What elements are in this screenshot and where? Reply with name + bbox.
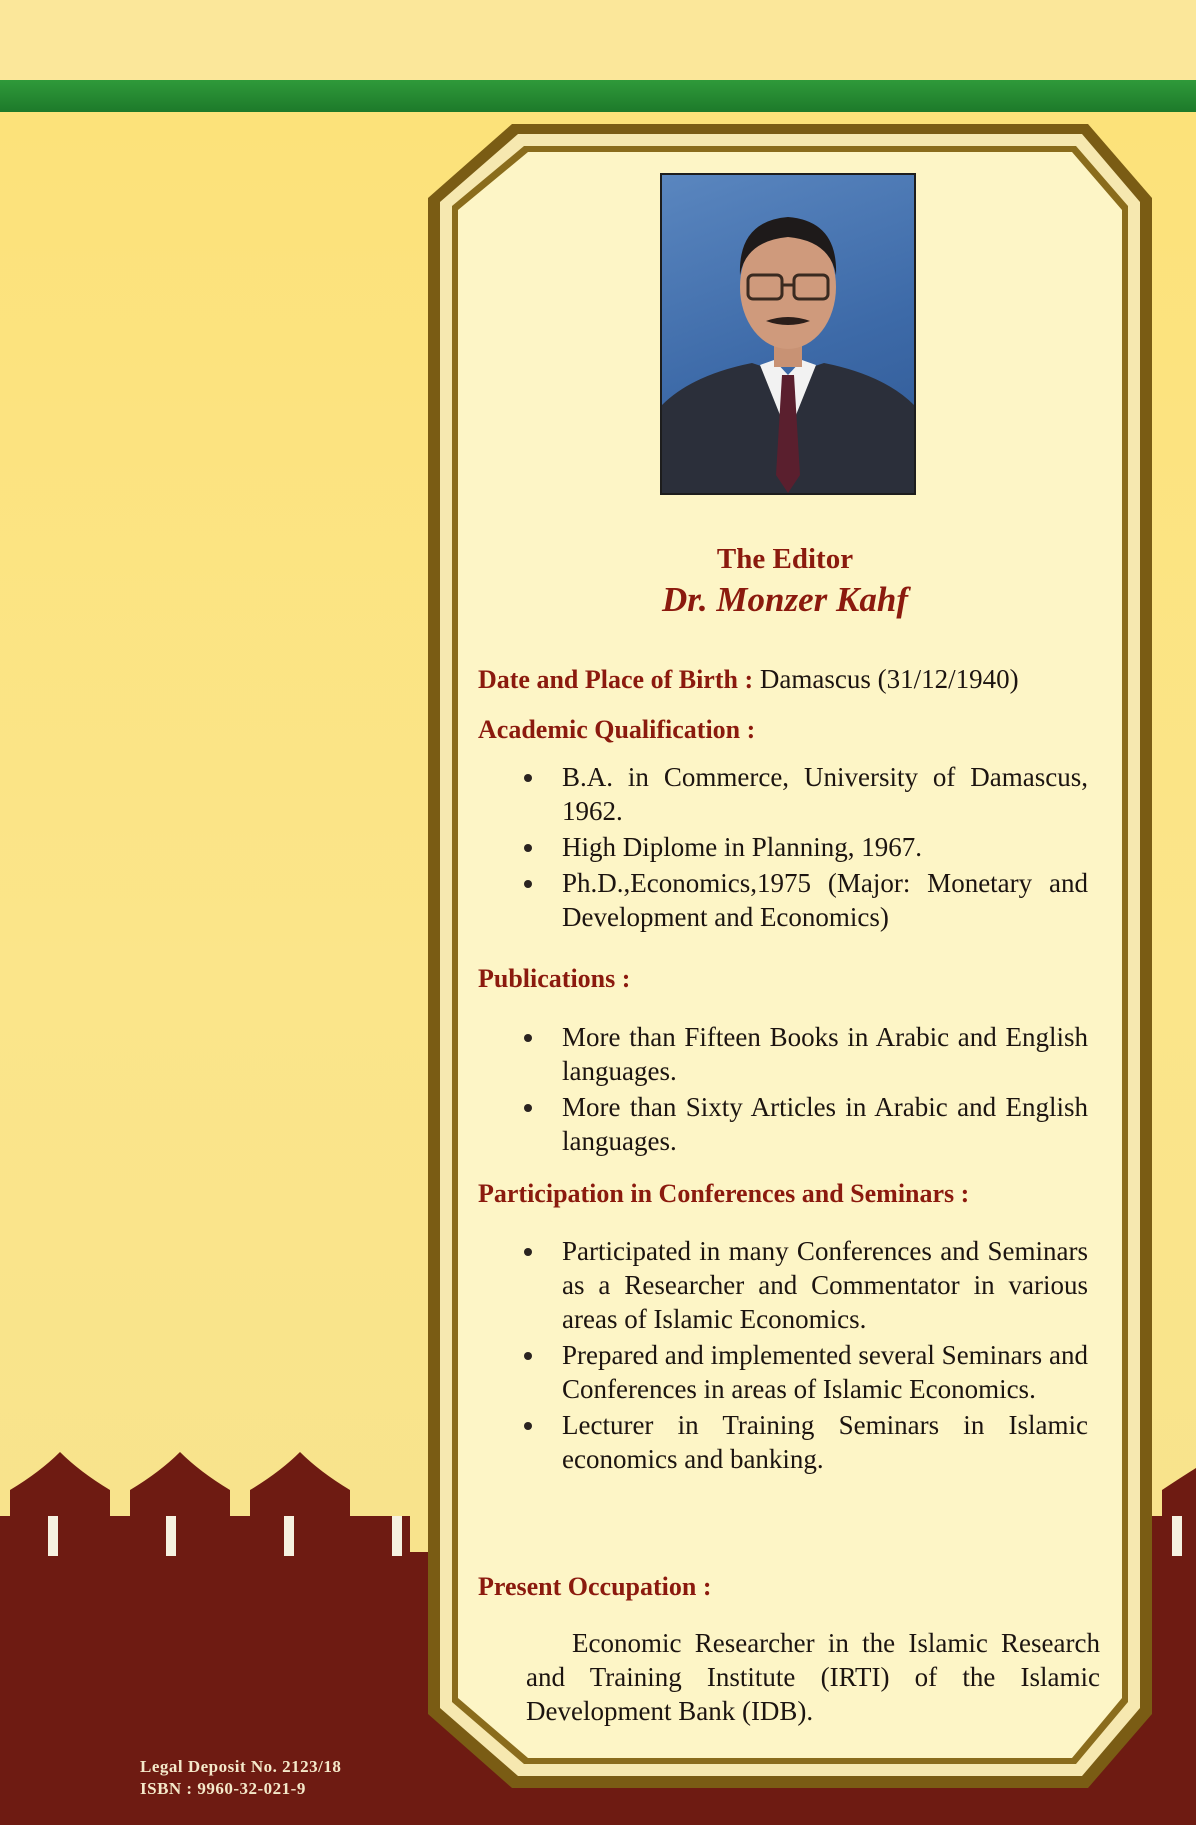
list-item (518, 1338, 1088, 1406)
occupation-heading: Present Occupation : (478, 1572, 712, 1601)
list-item-text: More than Fifteen Books in Arabic and English languages. (562, 1022, 1088, 1086)
birth-value: Damascus (31/12/1940) (759, 664, 1019, 694)
portrait-image (662, 175, 914, 493)
list-item (518, 760, 1088, 828)
list-item-text: Prepared and implemented several Seminars and Conferences in areas of Islamic Economics. (562, 1340, 1088, 1404)
editor-photo (660, 173, 916, 495)
list-item-text: Participated in many Conferences and Seminars as a Researcher and Commentator in various areas of Islamic Economics. (562, 1236, 1088, 1334)
occupation-text: Economic Researcher in the Islamic Research and Training Institute (IRTI) of the Islamic Development Bank (IDB). (526, 1628, 1100, 1726)
academic-list (518, 760, 1088, 936)
list-item-text: Ph.D.,Economics,1975 (Major: Monetary and Development and Economics) (562, 868, 1088, 932)
list-item (518, 1020, 1088, 1088)
publications-list (518, 1020, 1088, 1160)
participation-list (518, 1234, 1088, 1478)
bullet-icon (524, 1422, 532, 1430)
legal-deposit-block (140, 1756, 341, 1800)
list-item (518, 866, 1088, 934)
list-item (518, 1234, 1088, 1336)
academic-heading: Academic Qualification : (478, 715, 756, 744)
legal-deposit: Legal Deposit No. 2123/18 (140, 1757, 342, 1776)
birth-label: Date and Place of Birth : (478, 665, 754, 694)
list-item-text: B.A. in Commerce, University of Damascus, 1962. (562, 762, 1088, 826)
bullet-icon (524, 844, 532, 852)
editor-name: Dr. Monzer Kahf (661, 580, 909, 619)
isbn: ISBN : 9960-32-021-9 (140, 1779, 306, 1798)
editor-panel (470, 160, 1100, 1760)
list-item (518, 830, 1088, 864)
list-item-text: Lecturer in Training Seminars in Islamic economics and banking. (562, 1410, 1088, 1474)
editor-title: The Editor (716, 543, 854, 575)
bullet-icon (524, 1034, 532, 1042)
participation-heading: Participation in Conferences and Seminars : (478, 1179, 970, 1208)
birth-line (478, 662, 1098, 697)
bullet-icon (524, 1352, 532, 1360)
bullet-icon (524, 1248, 532, 1256)
list-item (518, 1408, 1088, 1476)
list-item-text: More than Sixty Articles in Arabic and English languages. (562, 1092, 1088, 1156)
publications-heading: Publications : (478, 964, 631, 993)
list-item-text: High Diplome in Planning, 1967. (562, 832, 922, 862)
bullet-icon (524, 774, 532, 782)
list-item (518, 1090, 1088, 1158)
bullet-icon (524, 880, 532, 888)
bullet-icon (524, 1104, 532, 1112)
